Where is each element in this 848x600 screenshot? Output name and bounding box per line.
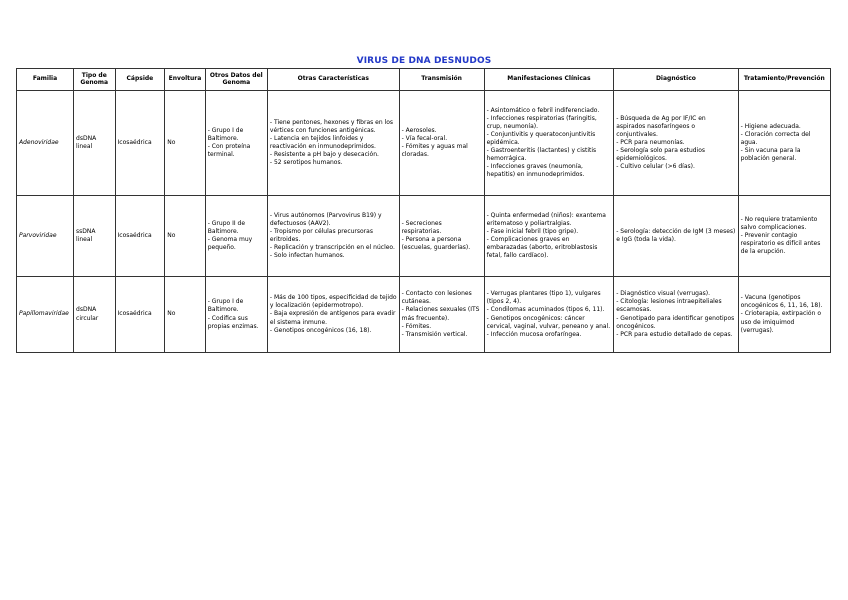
cell-capside: Icosaédrica	[115, 91, 165, 196]
header-envoltura: Envoltura	[165, 69, 205, 91]
table-row	[17, 277, 831, 353]
cell-text-line: - Genotipos oncogénicos (16, 18).	[269, 326, 372, 334]
cell-text-line: - Resistente a pH bajo y desecación.	[269, 151, 379, 159]
cell-text-line: - Fase inicial febril (tipo gripe).	[486, 227, 579, 235]
header-otros-datos: Otros Datos del Genoma	[205, 69, 267, 91]
cell-tratamiento	[738, 91, 830, 196]
header-manifestaciones: Manifestaciones Clínicas	[484, 69, 614, 91]
cell-text-line: - Vacuna (genotipos oncogénicos 6, 11, 16, 18).	[740, 294, 823, 310]
cell-text-line: - Infección mucosa orofaríngea.	[486, 330, 582, 338]
cell-text-line: - No requiere tratamiento salvo complicaciones.	[740, 215, 818, 231]
cell-text-line: - Contacto con lesiones cutáneas.	[401, 290, 472, 306]
cell-envoltura: No	[165, 91, 205, 196]
cell-manifestaciones	[484, 91, 614, 196]
cell-text-line: - Vía fecal-oral.	[401, 134, 448, 142]
cell-text-line: - Fómites y aguas mal cloradas.	[401, 143, 468, 159]
cell-text-line: - Tropismo por células precursoras eritroides.	[269, 227, 373, 243]
cell-tratamiento	[738, 196, 830, 277]
header-tipo-genoma: Tipo de Genoma	[74, 69, 115, 91]
cell-caracteristicas	[267, 91, 399, 196]
cell-text-line: - Quinta enfermedad (niños): exantema eritematoso y poliartralgias.	[486, 211, 606, 227]
header-tratamiento: Tratamiento/Prevención	[738, 69, 830, 91]
cell-text-line: - Grupo II de Baltimore.	[207, 219, 246, 235]
cell-capside: Icosaédrica	[115, 196, 165, 277]
cell-text-line: - Codifica sus propias enzimas.	[207, 314, 259, 330]
cell-familia: Adenoviridae	[17, 91, 74, 196]
cell-manifestaciones	[484, 277, 614, 353]
table-row	[17, 196, 831, 277]
cell-otros-datos	[205, 196, 267, 277]
cell-capside: Icosaédrica	[115, 277, 165, 353]
header-familia: Familia	[17, 69, 74, 91]
cell-text-line: - Infecciones graves (neumonía, hepatitis) en inmunodeprimidos.	[486, 163, 585, 179]
cell-text-line: - Latencia en tejidos linfoides y reactivación en inmunodeprimidos.	[269, 134, 376, 150]
cell-text-line: - Higiene adecuada.	[740, 122, 801, 130]
cell-text-line: - Serología: detección de IgM (3 meses) e IgG (toda la vida).	[616, 227, 736, 243]
cell-transmision	[399, 277, 484, 353]
cell-text-line: - Transmisión vertical.	[401, 330, 468, 338]
cell-text-line: - Búsqueda de Ag por IF/IC en aspirados nasofaríngeos o conjuntivales.	[616, 114, 706, 138]
header-caracteristicas: Otras Características	[267, 69, 399, 91]
cell-text-line: - Condilomas acuminados (tipos 6, 11).	[486, 306, 605, 314]
cell-caracteristicas	[267, 277, 399, 353]
cell-transmision	[399, 91, 484, 196]
cell-text-line: - Tiene pentones, hexones y fibras en los vértices con funciones antigénicas.	[269, 118, 394, 134]
cell-genoma: dsDNA circular	[74, 277, 115, 353]
cell-text-line: - Conjuntivitis y queratoconjuntivitis epidémica.	[486, 130, 596, 146]
cell-text-line: - Con proteína terminal.	[207, 143, 251, 159]
cell-familia: Papillomaviridae	[17, 277, 74, 353]
cell-text-line: - Más de 100 tipos, especificidad de tejido y localización (epidermotropo).	[269, 294, 397, 310]
virus-table	[16, 68, 831, 353]
cell-diagnostico	[614, 277, 738, 353]
cell-text-line: - Cloración correcta del agua.	[740, 130, 811, 146]
cell-text-line: - Verrugas plantares (tipo 1), vulgares (tipos 2, 4).	[486, 290, 601, 306]
cell-text-line: - Asintomático o febril indiferenciado.	[486, 106, 600, 114]
cell-text-line: - Serología solo para estudios epidemiológicos.	[616, 147, 706, 163]
cell-tratamiento	[738, 277, 830, 353]
cell-text-line: - Fómites.	[401, 322, 432, 330]
cell-text-line: - 52 serotipos humanos.	[269, 159, 343, 167]
cell-text-line: - Grupo I de Baltimore.	[207, 298, 244, 314]
cell-text-line: - Diagnóstico visual (verrugas).	[616, 290, 711, 298]
cell-text-line: - Genoma muy pequeño.	[207, 236, 253, 252]
cell-envoltura: No	[165, 277, 205, 353]
cell-text-line: - Gastroenteritis (lactantes) y cistitis hemorrágica.	[486, 147, 597, 163]
cell-text-line: - Virus autónomos (Parvovirus B19) y defectuosos (AAV2).	[269, 211, 382, 227]
cell-text-line: - Citología: lesiones intraepiteliales escamosas.	[616, 298, 722, 314]
cell-text-line: - Genotipado para identificar genotipos oncogénicos.	[616, 314, 735, 330]
cell-transmision	[399, 196, 484, 277]
cell-text-line: - Baja expresión de antígenos para evadir el sistema inmune.	[269, 310, 396, 326]
cell-text-line: - Relaciones sexuales (ITS más frecuente).	[401, 306, 480, 322]
cell-text-line: - Genotipos oncogénicos: cáncer cervical, vaginal, vulvar, peneano y anal.	[486, 314, 611, 330]
table-row	[17, 91, 831, 196]
header-row	[17, 69, 831, 91]
cell-text-line: - Secreciones respiratorias.	[401, 219, 442, 235]
cell-caracteristicas	[267, 196, 399, 277]
cell-otros-datos	[205, 277, 267, 353]
cell-text-line: - Replicación y transcripción en el núcleo.	[269, 244, 395, 252]
header-transmision: Transmisión	[399, 69, 484, 91]
header-capside: Cápside	[115, 69, 165, 91]
cell-text-line: - Complicaciones graves en embarazadas (aborto, eritroblastosis fetal, fallo cardíaco).	[486, 236, 598, 260]
document-title: VIRUS DE DNA DESNUDOS	[356, 56, 492, 66]
cell-text-line: - Aerosoles.	[401, 126, 437, 134]
cell-envoltura: No	[165, 196, 205, 277]
cell-text-line: - Solo infectan humanos.	[269, 252, 345, 260]
cell-text-line: - Cultivo celular (>6 días).	[616, 163, 695, 171]
cell-genoma: dsDNA lineal	[74, 91, 115, 196]
cell-manifestaciones	[484, 196, 614, 277]
cell-text-line: - Crioterapia, extirpación o uso de imiquimod (verrugas).	[740, 310, 821, 334]
cell-text-line: - PCR para estudio detallado de cepas.	[616, 330, 733, 338]
cell-text-line: - Prevenir contagio respiratorio es difícil antes de la erupción.	[740, 231, 821, 256]
cell-text-line: - Grupo I de Baltimore.	[207, 126, 244, 142]
cell-text-line: - Persona a persona (escuelas, guarderías).	[401, 236, 471, 252]
cell-diagnostico	[614, 91, 738, 196]
cell-text-line: - PCR para neumonías.	[616, 138, 685, 146]
cell-familia: Parvoviridae	[17, 196, 74, 277]
cell-diagnostico	[614, 196, 738, 277]
cell-text-line: - Sin vacuna para la población general.	[740, 147, 801, 163]
cell-genoma: ssDNA lineal	[74, 196, 115, 277]
header-diagnostico: Diagnóstico	[614, 69, 738, 91]
cell-text-line: - Infecciones respiratorias (faringitis, crup, neumonía).	[486, 114, 597, 130]
cell-otros-datos	[205, 91, 267, 196]
